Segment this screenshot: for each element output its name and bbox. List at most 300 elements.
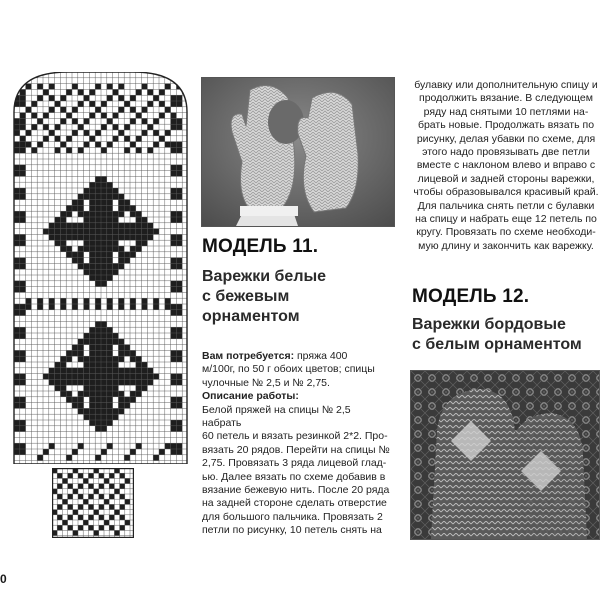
chart-stitch	[101, 379, 107, 385]
chart-stitch	[60, 118, 66, 124]
chart-stitch	[101, 211, 107, 217]
chart-stitch	[89, 101, 95, 107]
chart-stitch	[20, 333, 26, 339]
chart-stitch	[43, 374, 49, 380]
chart-stitch	[118, 252, 124, 258]
chart-stitch	[118, 374, 124, 380]
page-number: 0	[0, 572, 7, 586]
chart-stitch	[84, 298, 90, 304]
chart-stitch	[130, 205, 136, 211]
chart-stitch	[113, 391, 119, 397]
thumb-stitch	[94, 489, 99, 494]
thumb-stitch	[78, 504, 83, 509]
requirements-text: чулочные № 2,5 и № 2,75.	[202, 376, 330, 389]
chart-stitch	[118, 356, 124, 362]
chart-stitch	[72, 84, 78, 90]
chart-stitch	[66, 147, 72, 153]
chart-stitch	[124, 234, 130, 240]
chart-stitch	[95, 298, 101, 304]
chart-stitch	[118, 229, 124, 235]
chart-stitch	[95, 385, 101, 391]
thumb-stitch	[68, 504, 73, 509]
chart-stitch	[171, 374, 177, 380]
chart-stitch	[84, 130, 90, 136]
chart-stitch	[14, 118, 20, 124]
chart-stitch	[107, 182, 113, 188]
chart-stitch	[176, 217, 182, 223]
chart-stitch	[153, 130, 159, 136]
thumb-stitch	[120, 484, 125, 489]
chart-stitch	[78, 252, 84, 258]
chart-stitch	[101, 229, 107, 235]
thumb-stitch	[109, 515, 114, 520]
chart-stitch	[95, 229, 101, 235]
chart-stitch	[130, 379, 136, 385]
chart-stitch	[101, 327, 107, 333]
chart-stitch	[20, 217, 26, 223]
chart-stitch	[55, 368, 61, 374]
chart-stitch	[130, 298, 136, 304]
chart-stitch	[101, 385, 107, 391]
chart-stitch	[60, 385, 66, 391]
chart-stitch	[20, 113, 26, 119]
chart-stitch	[107, 234, 113, 240]
chart-stitch	[101, 263, 107, 269]
chart-stitch	[89, 223, 95, 229]
chart-stitch	[55, 362, 61, 368]
chart-stitch	[72, 107, 78, 113]
chart-stitch	[78, 339, 84, 345]
chart-stitch	[89, 258, 95, 264]
chart-stitch	[101, 234, 107, 240]
chart-stitch	[171, 281, 177, 287]
chart-stitch	[101, 176, 107, 182]
chart-stitch	[72, 368, 78, 374]
chart-stitch	[78, 345, 84, 351]
continuation-line: рисунку, делая убавки по схеме, для	[416, 132, 596, 145]
chart-stitch	[95, 223, 101, 229]
chart-stitch	[78, 350, 84, 356]
chart-stitch	[159, 136, 165, 142]
work-line: ью. Далее вязать по схеме добавив в	[202, 470, 386, 483]
chart-stitch	[142, 374, 148, 380]
chart-stitch	[37, 298, 43, 304]
chart-stitch	[153, 229, 159, 235]
chart-stitch	[84, 368, 90, 374]
chart-stitch	[136, 443, 142, 449]
chart-stitch	[107, 258, 113, 264]
chart-stitch	[101, 205, 107, 211]
chart-stitch	[130, 107, 136, 113]
chart-stitch	[95, 281, 101, 287]
chart-stitch	[78, 234, 84, 240]
chart-stitch	[78, 391, 84, 397]
chart-stitch	[113, 234, 119, 240]
chart-stitch	[118, 200, 124, 206]
chart-stitch	[78, 263, 84, 269]
thumb-stitch	[114, 510, 119, 515]
chart-stitch	[78, 258, 84, 264]
thumb-stitch	[57, 473, 62, 478]
chart-stitch	[147, 374, 153, 380]
chart-stitch	[84, 240, 90, 246]
chart-stitch	[107, 362, 113, 368]
chart-stitch	[20, 258, 26, 264]
subtitle-line: Варежки белые	[202, 268, 327, 285]
chart-stitch	[89, 339, 95, 345]
chart-stitch	[118, 345, 124, 351]
chart-stitch	[60, 95, 66, 101]
chart-stitch	[171, 397, 177, 403]
requirements-label: Вам потребуется:	[202, 350, 295, 362]
chart-stitch	[26, 130, 32, 136]
chart-stitch	[26, 107, 32, 113]
chart-stitch	[14, 426, 20, 432]
chart-stitch	[101, 246, 107, 252]
chart-stitch	[95, 200, 101, 206]
work-line: вязание бежевую нить. После 20 ряда	[202, 484, 390, 497]
chart-stitch	[171, 403, 177, 409]
chart-stitch	[130, 397, 136, 403]
chart-stitch	[101, 350, 107, 356]
chart-stitch	[176, 304, 182, 310]
chart-stitch	[153, 374, 159, 380]
chart-stitch	[89, 194, 95, 200]
chart-stitch	[142, 84, 148, 90]
chart-stitch	[78, 89, 84, 95]
chart-stitch	[43, 113, 49, 119]
chart-stitch	[20, 142, 26, 148]
chart-stitch	[14, 188, 20, 194]
chart-stitch	[20, 327, 26, 333]
model-11-subtitle	[202, 267, 392, 327]
chart-stitch	[55, 217, 61, 223]
chart-stitch	[176, 78, 182, 84]
chart-stitch	[89, 327, 95, 333]
chart-stitch	[89, 182, 95, 188]
chart-stitch	[95, 374, 101, 380]
chart-stitch	[78, 101, 84, 107]
chart-stitch	[171, 426, 177, 432]
chart-stitch	[153, 142, 159, 148]
thumb-stitch	[68, 473, 73, 478]
chart-stitch	[113, 194, 119, 200]
chart-stitch	[147, 379, 153, 385]
chart-stitch	[101, 101, 107, 107]
chart-stitch	[78, 379, 84, 385]
chart-stitch	[176, 287, 182, 293]
chart-stitch	[130, 229, 136, 235]
chart-stitch	[107, 350, 113, 356]
chart-stitch	[84, 304, 90, 310]
chart-stitch	[14, 217, 20, 223]
chart-stitch	[130, 246, 136, 252]
chart-stitch	[107, 298, 113, 304]
chart-stitch	[95, 426, 101, 432]
chart-stitch	[136, 374, 142, 380]
chart-stitch	[95, 205, 101, 211]
chart-stitch	[165, 443, 171, 449]
chart-stitch	[55, 147, 61, 153]
chart-stitch	[95, 368, 101, 374]
chart-stitch	[118, 223, 124, 229]
chart-stitch	[113, 379, 119, 385]
chart-stitch	[118, 95, 124, 101]
chart-stitch	[171, 217, 177, 223]
chart-stitch	[95, 333, 101, 339]
chart-stitch	[95, 246, 101, 252]
thumb-stitch	[99, 515, 104, 520]
chart-stitch	[20, 374, 26, 380]
chart-stitch	[142, 385, 148, 391]
continuation-line: ряду над снятыми 10 петлями на-	[423, 105, 589, 118]
chart-stitch	[20, 101, 26, 107]
chart-stitch	[89, 136, 95, 142]
chart-stitch	[78, 397, 84, 403]
chart-stitch	[118, 84, 124, 90]
chart-stitch	[95, 327, 101, 333]
chart-stitch	[118, 130, 124, 136]
thumb-stitch	[99, 484, 104, 489]
chart-stitch	[72, 252, 78, 258]
chart-stitch	[95, 176, 101, 182]
chart-stitch	[14, 397, 20, 403]
chart-stitch	[60, 229, 66, 235]
chart-stitch	[89, 89, 95, 95]
chart-stitch	[118, 194, 124, 200]
work-line: на задней стороне сделать отверстие	[202, 497, 387, 510]
chart-stitch	[130, 223, 136, 229]
chart-stitch	[124, 252, 130, 258]
chart-stitch	[14, 165, 20, 171]
chart-stitch	[107, 188, 113, 194]
chart-stitch	[113, 356, 119, 362]
work-line: петли по рисунку, 10 петель снять на	[202, 524, 382, 537]
chart-stitch	[20, 379, 26, 385]
chart-stitch	[136, 211, 142, 217]
chart-stitch	[60, 217, 66, 223]
chart-stitch	[101, 275, 107, 281]
chart-stitch	[107, 391, 113, 397]
chart-stitch	[20, 240, 26, 246]
chart-stitch	[130, 118, 136, 124]
chart-stitch	[124, 223, 130, 229]
chart-stitch	[113, 362, 119, 368]
subtitle-line: с бежевым	[202, 288, 290, 305]
chart-stitch	[89, 240, 95, 246]
thumb-stitch	[57, 494, 62, 499]
chart-stitch	[165, 107, 171, 113]
chart-stitch	[165, 304, 171, 310]
chart-stitch	[49, 223, 55, 229]
chart-stitch	[136, 356, 142, 362]
chart-stitch	[176, 165, 182, 171]
requirements-text: пряжа 400	[297, 350, 348, 362]
chart-stitch	[101, 240, 107, 246]
chart-stitch	[89, 362, 95, 368]
thumb-stitch	[88, 504, 93, 509]
chart-stitch	[171, 72, 177, 78]
chart-stitch	[84, 379, 90, 385]
chart-stitch	[84, 142, 90, 148]
chart-stitch	[101, 223, 107, 229]
chart-stitch	[165, 84, 171, 90]
chart-stitch	[101, 356, 107, 362]
chart-stitch	[147, 124, 153, 130]
chart-stitch	[49, 229, 55, 235]
chart-stitch	[66, 252, 72, 258]
chart-stitch	[142, 362, 148, 368]
chart-stitch	[95, 379, 101, 385]
chart-stitch	[171, 165, 177, 171]
chart-stitch	[130, 368, 136, 374]
chart-stitch	[20, 147, 26, 153]
chart-stitch	[95, 258, 101, 264]
chart-stitch	[171, 443, 177, 449]
chart-stitch	[60, 356, 66, 362]
chart-stitch	[60, 374, 66, 380]
chart-stitch	[95, 263, 101, 269]
chart-stitch	[113, 223, 119, 229]
thumb-stitch	[78, 494, 83, 499]
chart-stitch	[20, 403, 26, 409]
thumb-stitch	[109, 473, 114, 478]
chart-stitch	[130, 234, 136, 240]
chart-stitch	[89, 211, 95, 217]
subtitle-line: с белым орнаментом	[412, 336, 582, 353]
chart-stitch	[136, 246, 142, 252]
chart-stitch	[89, 205, 95, 211]
chart-stitch	[165, 130, 171, 136]
chart-stitch	[66, 234, 72, 240]
chart-stitch	[20, 397, 26, 403]
chart-stitch	[171, 124, 177, 130]
chart-stitch	[89, 356, 95, 362]
chart-stitch	[130, 350, 136, 356]
chart-stitch	[176, 234, 182, 240]
chart-stitch	[113, 188, 119, 194]
chart-stitch	[49, 304, 55, 310]
chart-stitch	[72, 234, 78, 240]
chart-stitch	[72, 374, 78, 380]
chart-stitch	[101, 408, 107, 414]
thumb-stitch	[57, 515, 62, 520]
chart-stitch	[60, 211, 66, 217]
chart-stitch	[107, 443, 113, 449]
chart-stitch	[14, 333, 20, 339]
thumb-stitch	[99, 504, 104, 509]
chart-stitch	[176, 374, 182, 380]
work-line: 2,75. Провязать 3 ряда лицевой глад-	[202, 457, 387, 470]
chart-stitch	[14, 356, 20, 362]
chart-stitch	[49, 107, 55, 113]
chart-stitch	[66, 397, 72, 403]
chart-stitch	[95, 391, 101, 397]
chart-stitch	[101, 403, 107, 409]
instructions-continuation	[411, 79, 601, 253]
chart-stitch	[66, 223, 72, 229]
chart-stitch	[89, 385, 95, 391]
chart-stitch	[101, 124, 107, 130]
chart-stitch	[95, 269, 101, 275]
chart-stitch	[84, 414, 90, 420]
thumb-stitch	[120, 473, 125, 478]
chart-stitch	[60, 304, 66, 310]
chart-stitch	[60, 379, 66, 385]
chart-stitch	[95, 350, 101, 356]
chart-stitch	[20, 356, 26, 362]
chart-stitch	[136, 368, 142, 374]
chart-stitch	[55, 385, 61, 391]
chart-stitch	[66, 205, 72, 211]
chart-stitch	[84, 263, 90, 269]
chart-stitch	[136, 385, 142, 391]
chart-stitch	[14, 287, 20, 293]
chart-stitch	[124, 345, 130, 351]
thumb-stitch	[78, 484, 83, 489]
chart-stitch	[147, 234, 153, 240]
chart-stitch	[84, 391, 90, 397]
continuation-line: продолжить вязание. В следующем	[419, 92, 593, 105]
chart-stitch	[101, 391, 107, 397]
thumb-stitch	[114, 489, 119, 494]
chart-stitch	[101, 188, 107, 194]
chart-stitch	[147, 89, 153, 95]
chart-stitch	[89, 275, 95, 281]
chart-stitch	[26, 84, 32, 90]
chart-stitch	[31, 147, 37, 153]
chart-stitch	[95, 130, 101, 136]
model-12-title: МОДЕЛЬ 12.	[412, 286, 530, 307]
chart-stitch	[20, 78, 26, 84]
chart-stitch	[171, 310, 177, 316]
chart-stitch	[113, 217, 119, 223]
chart-stitch	[176, 356, 182, 362]
thumb-stitch	[83, 478, 88, 483]
chart-stitch	[78, 408, 84, 414]
chart-stitch	[37, 304, 43, 310]
chart-stitch	[142, 368, 148, 374]
chart-stitch	[84, 211, 90, 217]
chart-stitch	[72, 258, 78, 264]
chart-stitch	[176, 240, 182, 246]
chart-stitch	[101, 397, 107, 403]
chart-stitch	[159, 89, 165, 95]
chart-stitch	[101, 269, 107, 275]
chart-stitch	[66, 350, 72, 356]
mitten-photo-model-12	[410, 370, 600, 540]
chart-stitch	[124, 374, 130, 380]
thumb-stitch	[125, 499, 130, 504]
chart-stitch	[95, 84, 101, 90]
chart-stitch	[14, 449, 20, 455]
chart-stitch	[124, 258, 130, 264]
chart-stitch	[130, 142, 136, 148]
thumb-stitch	[99, 473, 104, 478]
chart-stitch	[89, 113, 95, 119]
thumb-stitch	[62, 499, 67, 504]
chart-stitch	[113, 246, 119, 252]
chart-stitch	[95, 211, 101, 217]
chart-stitch	[14, 310, 20, 316]
chart-stitch	[113, 374, 119, 380]
chart-stitch	[78, 368, 84, 374]
chart-stitch	[60, 142, 66, 148]
chart-stitch	[49, 374, 55, 380]
chart-stitch	[171, 333, 177, 339]
chart-stitch	[72, 130, 78, 136]
continuation-line: Для пальчика снять петли с булавки	[417, 199, 595, 212]
